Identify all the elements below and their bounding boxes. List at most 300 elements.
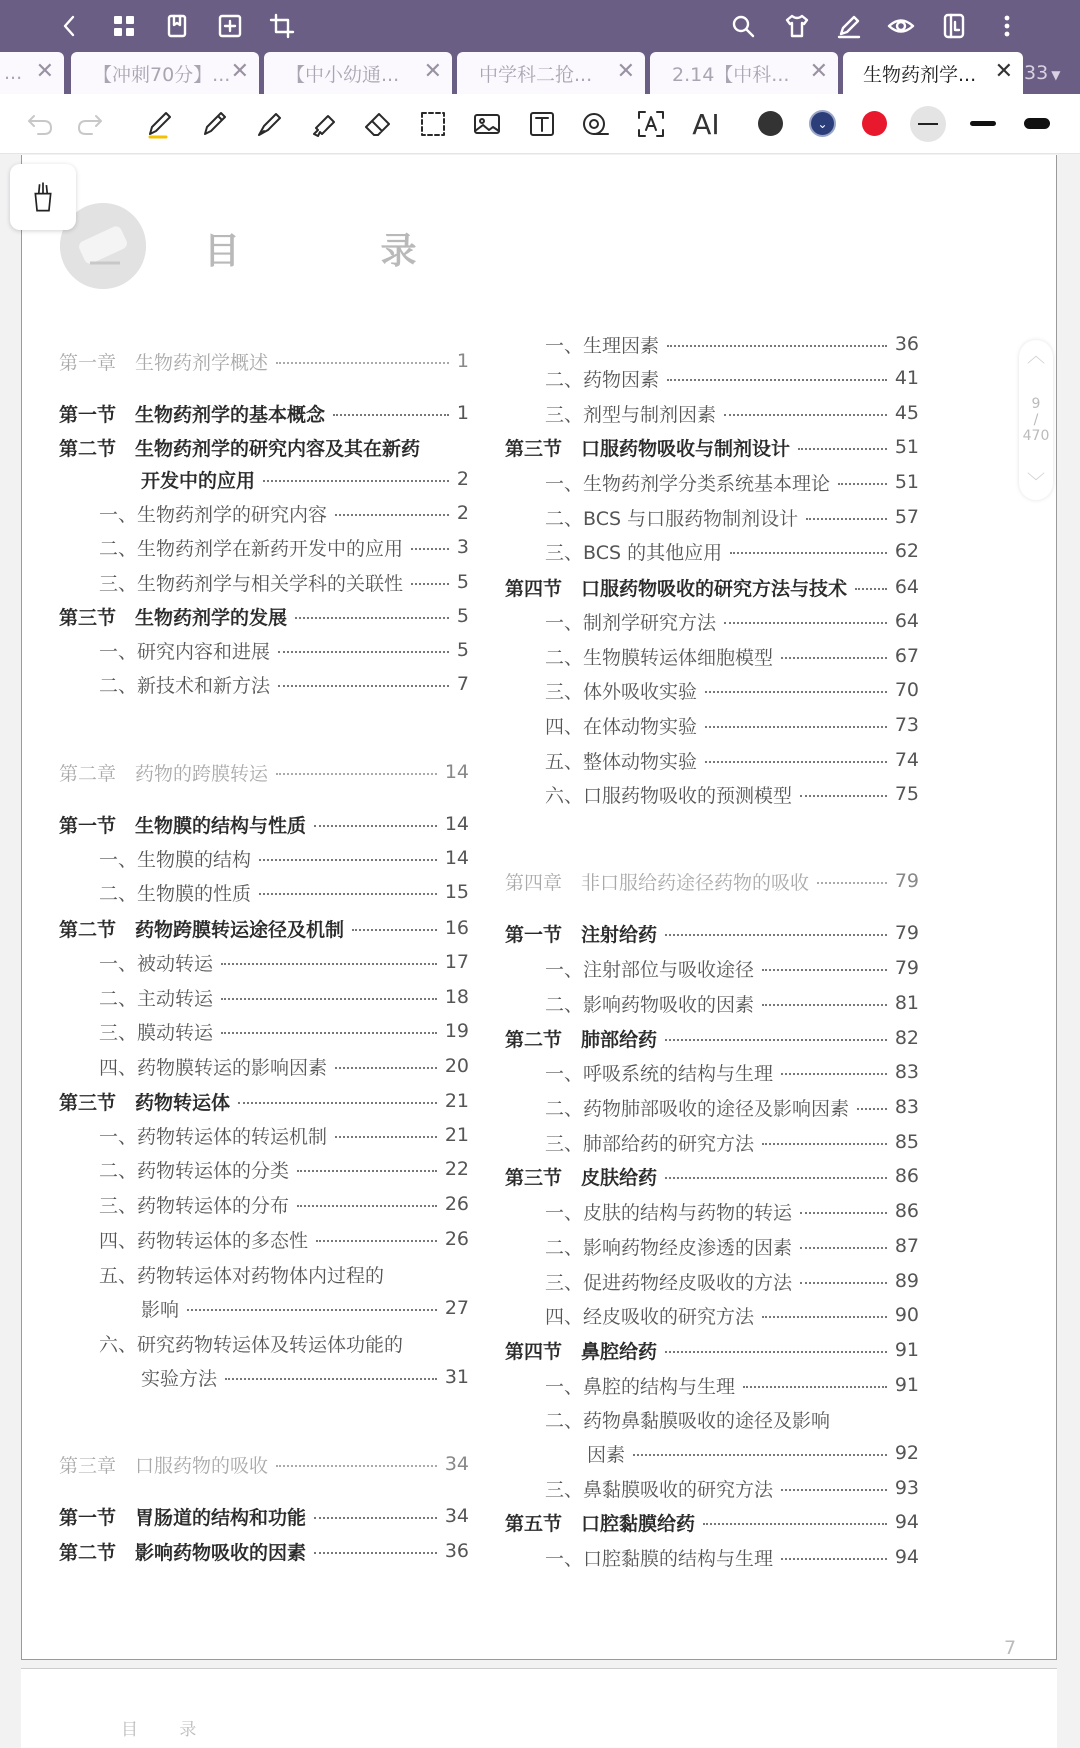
toc-entry-title: 二、药物肺部吸收的途径及影响因素	[545, 1097, 850, 1120]
page-separator: /	[1033, 412, 1039, 428]
toc-entry-title: 开发中的应用	[141, 469, 256, 492]
bookmark-icon[interactable]	[160, 9, 194, 43]
toc-entry-page: 74	[894, 749, 919, 771]
toc-entry[interactable]	[59, 1450, 469, 1478]
toc-entry[interactable]	[99, 948, 469, 976]
more-icon[interactable]	[990, 9, 1024, 43]
toc-entry-title: 三、膜动转运	[99, 1021, 214, 1044]
toc-dot-leader	[665, 1177, 887, 1179]
tab-5-active[interactable]	[843, 52, 1023, 94]
tab-count[interactable]	[1024, 62, 1060, 84]
toc-dot-leader	[276, 1465, 437, 1467]
toc-entry[interactable]	[545, 537, 919, 565]
toc-dot-leader	[798, 448, 887, 450]
tab-count-value: 33	[1024, 62, 1049, 84]
toc-dot-leader	[335, 1136, 437, 1138]
toc-entry-title: 一、制剂学研究方法	[545, 611, 717, 634]
toc-dot-leader	[352, 929, 437, 931]
pen-tool-icon[interactable]	[140, 106, 180, 142]
toc-entry[interactable]	[505, 1162, 919, 1190]
close-icon[interactable]: ✕	[423, 59, 442, 84]
toc-entry-page: 79	[894, 870, 919, 892]
toc-dot-leader	[187, 1309, 437, 1311]
page-view-icon[interactable]	[937, 9, 971, 43]
toc-entry[interactable]	[505, 1024, 919, 1052]
tape-icon[interactable]	[576, 106, 616, 142]
toc-entry-title: 第二节 影响药物吸收的因素	[59, 1541, 307, 1564]
stroke-thin-selected[interactable]	[910, 106, 946, 142]
toc-dot-leader	[633, 1454, 887, 1456]
pen-edit-icon[interactable]	[832, 9, 866, 43]
toc-entry-title: 三、促进药物经皮吸收的方法	[545, 1271, 793, 1294]
toc-entry[interactable]	[545, 1093, 919, 1121]
toc-entry-page: 18	[444, 986, 469, 1008]
toc-entry-title: 第一章 生物药剂学概述	[59, 351, 269, 374]
close-icon[interactable]: ✕	[994, 59, 1013, 84]
chevron-up-icon[interactable]: ︿	[1027, 346, 1045, 367]
toc-entry-page: 45	[894, 402, 919, 424]
toc-dot-leader	[295, 617, 449, 619]
stroke-medium[interactable]	[970, 121, 996, 126]
toc-entry-page: 36	[894, 333, 919, 355]
toc-dot-leader	[263, 480, 449, 482]
toc-entry-page: 2	[456, 468, 469, 490]
toc-entry-title: 六、口服药物吸收的预测模型	[545, 784, 793, 807]
toc-entry-page: 34	[444, 1453, 469, 1475]
total-pages: 470	[1022, 428, 1050, 444]
toc-entry[interactable]	[505, 1336, 919, 1364]
toc-entry[interactable]	[587, 1439, 919, 1467]
toc-entry[interactable]	[545, 1267, 919, 1295]
toc-entry-title: 一、药物转运体的转运机制	[99, 1125, 328, 1148]
toc-entry[interactable]	[545, 642, 919, 670]
toc-entry-title: 第三节 皮肤给药	[505, 1166, 658, 1189]
toc-entry-title: 二、药物因素	[545, 368, 660, 391]
pencil-icon[interactable]	[195, 106, 235, 142]
toc-entry[interactable]	[545, 468, 919, 496]
toc-entry-title: 二、影响药物吸收的因素	[545, 993, 755, 1016]
toc-entry-page: 51	[894, 436, 919, 458]
toc-entry-title: 一、口腔黏膜的结构与生理	[545, 1547, 774, 1570]
pen-holder-tool[interactable]	[10, 164, 76, 230]
toc-entry[interactable]	[59, 810, 469, 838]
toc-entry-title: 第三节 生物药剂学的发展	[59, 606, 288, 629]
toc-entry-title: 三、体外吸收实验	[545, 680, 698, 703]
highlighter-icon[interactable]	[304, 106, 344, 142]
toc-dot-leader	[724, 414, 887, 416]
toc-entry[interactable]	[545, 1232, 919, 1260]
toc-dot-leader	[800, 1247, 887, 1249]
toc-dot-leader	[800, 1282, 887, 1284]
toc-entry[interactable]	[545, 711, 919, 739]
toc-entry-title: 二、新技术和新方法	[99, 674, 271, 697]
page-number: 7	[1004, 1637, 1017, 1659]
toc-entry-title: 三、生物药剂学与相关学科的关联性	[99, 572, 404, 595]
grid-icon[interactable]	[107, 9, 141, 43]
toc-entry[interactable]	[99, 878, 469, 906]
toc-entry[interactable]	[545, 1197, 919, 1225]
stroke-thick[interactable]	[1024, 118, 1050, 129]
toc-dot-leader	[276, 362, 449, 364]
toc-dot-leader	[730, 552, 887, 554]
toc-entry[interactable]	[99, 568, 469, 596]
toc-entry-title: 一、皮肤的结构与药物的转运	[545, 1201, 793, 1224]
toc-entry-page: 83	[894, 1096, 919, 1118]
toc-entry-page: 1	[456, 350, 469, 372]
toc-entry-title: 三、剂型与制剂因素	[545, 403, 717, 426]
undo-icon[interactable]	[20, 106, 60, 142]
toc-entry-page: 93	[894, 1477, 919, 1499]
toc-entry[interactable]	[99, 844, 469, 872]
toc-dot-leader	[781, 1489, 887, 1491]
toc-entry[interactable]	[545, 364, 919, 392]
toc-entry[interactable]	[545, 607, 919, 635]
toc-dot-leader	[333, 414, 449, 416]
toc-entry-page: 19	[444, 1020, 469, 1042]
toc-dot-leader	[278, 685, 449, 687]
app-top-bar	[0, 0, 1080, 52]
toc-entry-title: 第二节 生物药剂学的研究内容及其在新药	[59, 437, 421, 460]
toc-entry-page: 87	[894, 1235, 919, 1257]
toc-dot-leader	[705, 761, 887, 763]
toc-entry-title: 第三章 口服药物的吸收	[59, 1454, 269, 1477]
toc-entry-title: 实验方法	[141, 1367, 218, 1390]
toc-entry[interactable]	[545, 330, 919, 358]
toc-dot-leader	[781, 1558, 887, 1560]
close-icon[interactable]: ✕	[809, 59, 828, 84]
toc-entry-page: 79	[894, 957, 919, 979]
close-icon[interactable]: ✕	[616, 59, 635, 84]
toc-entry-page: 86	[894, 1165, 919, 1187]
toc-entry-page: 82	[894, 1027, 919, 1049]
toc-entry-title: 五、整体动物实验	[545, 750, 698, 773]
back-icon[interactable]	[53, 9, 87, 43]
toc-dot-leader	[411, 583, 449, 585]
toc-dot-leader	[817, 882, 887, 884]
toc-entry-title: 一、研究内容和进展	[99, 640, 271, 663]
tab-2[interactable]	[264, 52, 452, 94]
text-box-icon[interactable]	[522, 106, 562, 142]
toc-entry[interactable]	[545, 780, 919, 808]
toc-entry-page: 26	[444, 1228, 469, 1250]
toc-entry-title: 一、生物药剂学分类系统基本理论	[545, 472, 831, 495]
page-scroll-indicator[interactable]	[1019, 340, 1053, 500]
toc-entry[interactable]	[545, 676, 919, 704]
toc-entry[interactable]	[545, 1371, 919, 1399]
toc-entry-page: 3	[456, 536, 469, 558]
toc-entry-page: 79	[894, 922, 919, 944]
toc-entry[interactable]	[545, 746, 919, 774]
ai-icon[interactable]: AI	[692, 107, 720, 141]
toc-entry-title: 二、药物转运体的分类	[99, 1159, 290, 1182]
toc-entry[interactable]	[59, 1502, 469, 1530]
toc-entry-page: 2	[456, 502, 469, 524]
toc-dot-leader	[762, 969, 887, 971]
toc-dot-leader	[762, 1316, 887, 1318]
toc-entry[interactable]	[141, 1294, 469, 1322]
toc-entry[interactable]	[505, 433, 919, 461]
toc-entry[interactable]	[59, 433, 469, 461]
toc-entry[interactable]	[505, 867, 919, 895]
toc-entry[interactable]	[99, 1121, 469, 1149]
toc-dot-leader	[278, 651, 449, 653]
tab-label: 2.14【中科...	[672, 63, 790, 86]
toc-dot-leader	[667, 345, 887, 347]
toc-entry-page: 5	[456, 571, 469, 593]
toc-entry-page: 67	[894, 645, 919, 667]
toc-dot-leader	[800, 1212, 887, 1214]
toc-dot-leader	[221, 963, 437, 965]
chevron-down-icon: ▼	[1051, 68, 1061, 82]
toc-entry[interactable]	[545, 399, 919, 427]
toc-entry[interactable]	[99, 1155, 469, 1183]
toc-entry-title: 二、生物膜的性质	[99, 882, 252, 905]
tab-bar	[0, 52, 1080, 94]
toc-entry[interactable]	[99, 499, 469, 527]
toc-entry[interactable]	[545, 1301, 919, 1329]
fountain-pen-icon[interactable]	[250, 106, 290, 142]
toc-entry-title: 第四节 鼻腔给药	[505, 1340, 658, 1363]
toc-dot-leader	[225, 1378, 437, 1380]
toc-entry-title: 五、药物转运体对药物体内过程的	[99, 1264, 385, 1287]
tab-label: 生物药剂学...	[863, 63, 977, 86]
toc-entry[interactable]	[59, 347, 469, 375]
toc-dot-leader	[259, 859, 437, 861]
ocr-icon[interactable]	[631, 106, 671, 142]
tab-label: 中学科二抢...	[479, 63, 593, 86]
toc-entry[interactable]	[99, 636, 469, 664]
toc-entry-title: 第四章 非口服给药途径药物的吸收	[505, 871, 810, 894]
toc-entry-page: 64	[894, 576, 919, 598]
toc-entry[interactable]	[545, 1474, 919, 1502]
toc-entry-page: 75	[894, 783, 919, 805]
toc-entry-title: 第三节 药物转运体	[59, 1091, 231, 1114]
toc-entry[interactable]	[99, 1190, 469, 1218]
toc-entry-page: 17	[444, 951, 469, 973]
toc-entry-title: 四、药物膜转运的影响因素	[99, 1056, 328, 1079]
toc-dot-leader	[762, 1143, 887, 1145]
toc-dot-leader	[724, 622, 887, 624]
tab-label: 【中小幼通...	[286, 63, 400, 86]
toc-dot-leader	[665, 1351, 887, 1353]
toc-entry-page: 94	[894, 1546, 919, 1568]
toc-entry[interactable]	[59, 399, 469, 427]
toc-entry-title: 二、BCS 与口服药物制剂设计	[545, 507, 799, 530]
close-icon[interactable]: ✕	[230, 59, 249, 84]
toc-entry-title: 第二节 肺部给药	[505, 1028, 658, 1051]
redo-icon[interactable]	[70, 106, 110, 142]
toc-entry-title: 三、药物转运体的分布	[99, 1194, 290, 1217]
next-page-preview	[21, 1668, 1057, 1748]
tab-4[interactable]	[650, 52, 838, 94]
toc-entry[interactable]	[99, 670, 469, 698]
annotation-toolbar	[0, 94, 1080, 154]
toc-entry[interactable]	[99, 1017, 469, 1045]
toc-entry-page: 64	[894, 610, 919, 632]
toc-entry-page: 36	[444, 1540, 469, 1562]
toc-entry-page: 51	[894, 471, 919, 493]
toc-dot-leader	[857, 1108, 887, 1110]
add-page-icon[interactable]	[213, 9, 247, 43]
toc-entry-page: 90	[894, 1304, 919, 1326]
toc-entry-title: 第一节 生物药剂学的基本概念	[59, 403, 326, 426]
toc-entry[interactable]	[505, 573, 919, 601]
toc-entry[interactable]	[59, 1087, 469, 1115]
toc-entry-title: 三、肺部给药的研究方法	[545, 1132, 755, 1155]
toc-entry-page: 70	[894, 679, 919, 701]
next-page-header: 目 录	[121, 1720, 215, 1740]
page-title: 目 录	[204, 231, 481, 272]
color-swatch-navy-selected[interactable]: ⌄	[809, 110, 836, 137]
toc-dot-leader	[806, 518, 887, 520]
toc-entry-title: 一、注射部位与吸收途径	[545, 958, 755, 981]
toc-dot-leader	[335, 514, 449, 516]
crop-icon[interactable]	[265, 9, 299, 43]
toc-dot-leader	[762, 1004, 887, 1006]
toc-dot-leader	[781, 657, 887, 659]
toc-entry-page: 31	[444, 1366, 469, 1388]
toc-entry[interactable]	[141, 1363, 469, 1391]
toc-entry[interactable]	[141, 465, 469, 493]
toc-entry-title: 因素	[587, 1443, 626, 1466]
toc-entry-title: 二、药物鼻黏膜吸收的途径及影响	[545, 1409, 831, 1432]
toc-entry[interactable]	[99, 1329, 469, 1357]
toc-dot-leader	[800, 795, 887, 797]
toc-dot-leader	[221, 998, 437, 1000]
toc-entry-title: 第一节 注射给药	[505, 923, 658, 946]
toc-entry[interactable]	[545, 1543, 919, 1571]
toc-dot-leader	[411, 548, 449, 550]
image-icon[interactable]	[467, 106, 507, 142]
toc-entry-page: 62	[894, 540, 919, 562]
toc-entry-page: 15	[444, 881, 469, 903]
toc-entry[interactable]	[59, 914, 469, 942]
tab-0[interactable]	[0, 52, 64, 94]
toc-entry[interactable]	[99, 1052, 469, 1080]
toc-entry-page: 5	[456, 639, 469, 661]
toc-entry-page: 14	[444, 847, 469, 869]
toc-entry[interactable]	[545, 1405, 919, 1433]
toc-entry-title: 三、鼻黏膜吸收的研究方法	[545, 1478, 774, 1501]
toc-entry-page: 7	[456, 673, 469, 695]
toc-dot-leader	[297, 1205, 437, 1207]
toc-entry-title: 一、被动转运	[99, 952, 214, 975]
chevron-down-icon[interactable]: ﹀	[1027, 472, 1045, 493]
toc-dot-leader	[276, 773, 437, 775]
toc-entry-title: 一、生理因素	[545, 334, 660, 357]
toc-dot-leader	[314, 1552, 437, 1554]
toc-entry-page: 14	[444, 761, 469, 783]
toc-entry[interactable]	[545, 1058, 919, 1086]
toc-entry-page: 1	[456, 402, 469, 424]
toc-entry-title: 一、鼻腔的结构与生理	[545, 1375, 736, 1398]
toc-dot-leader	[297, 1170, 437, 1172]
toc-entry[interactable]	[545, 954, 919, 982]
toc-dot-leader	[314, 1517, 437, 1519]
toc-dot-leader	[259, 893, 437, 895]
toc-entry-page: 5	[456, 605, 469, 627]
toc-entry-title: 六、研究药物转运体及转运体功能的	[99, 1333, 404, 1356]
shirt-icon[interactable]	[780, 9, 814, 43]
toc-entry[interactable]	[59, 1537, 469, 1565]
toc-entry[interactable]	[545, 989, 919, 1017]
toc-entry-page: 73	[894, 714, 919, 736]
toc-entry[interactable]	[99, 1225, 469, 1253]
toc-dot-leader	[667, 379, 887, 381]
eye-icon[interactable]	[884, 9, 918, 43]
toc-entry-page: 91	[894, 1339, 919, 1361]
toc-entry-title: 影响	[141, 1298, 180, 1321]
toc-entry-title: 四、经皮吸收的研究方法	[545, 1305, 755, 1328]
toc-dot-leader	[316, 1240, 437, 1242]
color-swatch-dark[interactable]	[758, 111, 783, 136]
current-page: 9	[1031, 396, 1041, 412]
toc-entry-page: 20	[444, 1055, 469, 1077]
toc-entry-page: 94	[894, 1511, 919, 1533]
toc-dot-leader	[705, 691, 887, 693]
toc-entry-title: 二、生物膜转运体细胞模型	[545, 646, 774, 669]
toc-entry-title: 四、药物转运体的多态性	[99, 1229, 309, 1252]
document-page	[21, 155, 1057, 1660]
toc-entry-title: 一、生物药剂学的研究内容	[99, 503, 328, 526]
toc-entry-title: 第三节 口服药物吸收与制剂设计	[505, 437, 791, 460]
toc-dot-leader	[221, 1032, 437, 1034]
toc-entry[interactable]	[505, 1508, 919, 1536]
toc-entry-page: 14	[444, 813, 469, 835]
tab-label: 【冲刺70分】...	[93, 63, 231, 86]
toc-entry-page: 57	[894, 506, 919, 528]
toc-dot-leader	[314, 825, 437, 827]
toc-entry-page: 89	[894, 1270, 919, 1292]
tab-1[interactable]	[71, 52, 259, 94]
toc-dot-leader	[705, 726, 887, 728]
toc-entry-title: 第一节 胃肠道的结构和功能	[59, 1506, 307, 1529]
toc-entry-title: 第二节 药物跨膜转运途径及机制	[59, 918, 345, 941]
search-icon[interactable]	[726, 9, 760, 43]
toc-entry[interactable]	[545, 503, 919, 531]
toc-entry-page: 34	[444, 1505, 469, 1527]
tab-3[interactable]	[457, 52, 645, 94]
toc-entry-title: 二、主动转运	[99, 987, 214, 1010]
toc-entry[interactable]	[505, 919, 919, 947]
close-icon[interactable]: ✕	[35, 59, 54, 84]
toc-entry-title: 第二章 药物的跨膜转运	[59, 762, 269, 785]
toc-dot-leader	[665, 934, 887, 936]
toc-entry-title: 一、呼吸系统的结构与生理	[545, 1062, 774, 1085]
toc-entry-title: 第五节 口腔黏膜给药	[505, 1512, 696, 1535]
toc-entry-title: 第一节 生物膜的结构与性质	[59, 814, 307, 837]
lasso-select-icon[interactable]	[413, 106, 453, 142]
toc-entry[interactable]	[99, 1260, 469, 1288]
toc-entry-page: 21	[444, 1090, 469, 1112]
toc-entry-page: 91	[894, 1374, 919, 1396]
toc-dot-leader	[703, 1523, 887, 1525]
toc-entry[interactable]	[59, 758, 469, 786]
toc-entry-title: 第四节 口服药物吸收的研究方法与技术	[505, 577, 848, 600]
toc-dot-leader	[238, 1102, 437, 1104]
color-swatch-red[interactable]	[862, 111, 887, 136]
toc-entry[interactable]	[99, 983, 469, 1011]
toc-entry[interactable]	[59, 602, 469, 630]
toc-dot-leader	[781, 1073, 887, 1075]
toc-entry-title: 二、生物药剂学在新药开发中的应用	[99, 537, 404, 560]
toc-entry[interactable]	[99, 533, 469, 561]
eraser-icon[interactable]	[358, 106, 398, 142]
toc-entry-page: 22	[444, 1158, 469, 1180]
toc-entry[interactable]	[545, 1128, 919, 1156]
toc-entry-page: 21	[444, 1124, 469, 1146]
toc-entry-page: 26	[444, 1193, 469, 1215]
